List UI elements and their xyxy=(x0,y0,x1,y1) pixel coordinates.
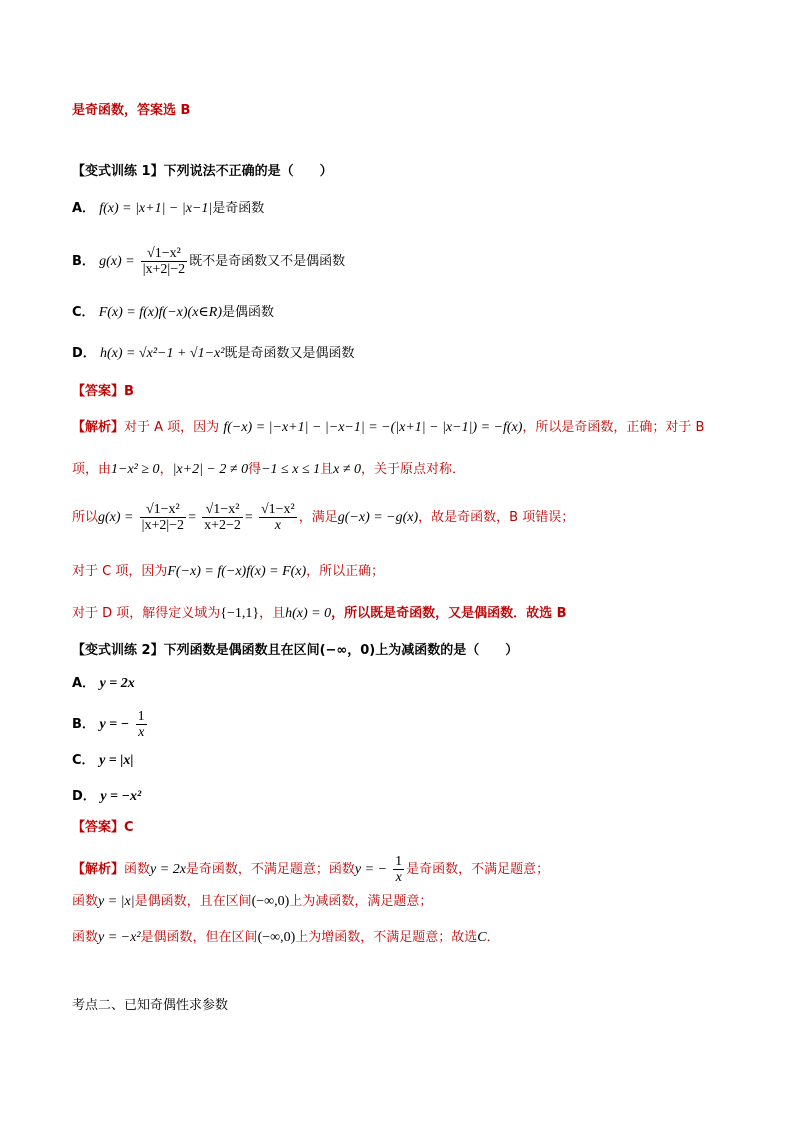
v1-a-label: A． xyxy=(72,201,96,216)
v2-analysis-line2 xyxy=(72,893,432,911)
v2-b-fraction xyxy=(136,709,147,740)
v2-analysis-1f: y = 2x xyxy=(150,862,186,877)
v2-analysis-1c: 是奇函数，不满足题意； xyxy=(406,862,550,877)
v1-analysis-2sep: ， xyxy=(159,462,173,477)
v2-b-lhs: y = − xyxy=(99,717,130,732)
v1-answer: 【答案】B xyxy=(72,384,134,399)
v2-analysis-3f: y = −x² xyxy=(98,930,141,945)
v1-analysis-2f2: |x+2| − 2 ≠ 0 xyxy=(172,462,249,477)
v1-c-text: 是偶函数 xyxy=(221,305,274,320)
v2-analysis-2f: y = |x| xyxy=(98,894,135,909)
v2-title: 【变式训练 2】下列函数是偶函数且在区间(−∞，0)上为减函数的是（ ） xyxy=(72,643,519,658)
v2-analysis-line1 xyxy=(72,854,549,885)
v2-option-c xyxy=(72,752,133,770)
v1-d-text: 既是奇函数又是偶函数 xyxy=(224,346,355,361)
v1-a-text: 是奇函数 xyxy=(212,201,265,216)
v1-analysis-3d1: |x+2|−2 xyxy=(141,518,185,533)
v1-analysis-1f: f(−x) = |−x+1| − |−x−1| = −(|x+1| − |x−1|) = −f(x) xyxy=(223,420,523,435)
v1-analysis-2c: 且 xyxy=(320,462,334,477)
v2-b-num: 1 xyxy=(137,709,145,724)
v2-answer: 【答案】C xyxy=(72,820,134,835)
v1-analysis-4f: F(−x) = f(−x)f(x) = F(x) xyxy=(167,564,307,579)
v2-a-formula: y = 2x xyxy=(99,676,135,691)
v1-analysis-5f2: h(x) = 0 xyxy=(285,606,332,621)
v1-analysis-line3 xyxy=(72,502,574,533)
v2-b-label: B． xyxy=(72,717,95,732)
v1-option-b xyxy=(72,246,345,277)
v1-analysis-3lhs: g(x) = xyxy=(98,510,134,525)
v2-d-label: D． xyxy=(72,789,96,804)
v2-analysis-1a: 函数 xyxy=(124,862,151,877)
v1-analysis-3a: 所以 xyxy=(72,510,99,525)
v1-analysis-eq2: = xyxy=(244,510,253,525)
v2-analysis-3b: 是偶函数，但在区间 xyxy=(140,930,258,945)
v1-option-c xyxy=(72,304,274,322)
v1-analysis-2f3: −1 ≤ x ≤ 1 xyxy=(261,462,321,477)
v1-option-d xyxy=(72,345,354,363)
v1-analysis-3n2: √1−x² xyxy=(202,502,243,518)
v2-analysis-label: 【解析】 xyxy=(72,862,125,877)
v2-analysis-frac xyxy=(393,854,404,885)
v1-analysis-3b: ，满足 xyxy=(298,510,338,525)
v1-analysis-eq1: = xyxy=(188,510,196,525)
section-title: 考点二、已知奇偶性求参数 xyxy=(72,998,229,1013)
v2-analysis-3c: 上为增函数，不满足题意；故选 xyxy=(295,930,478,945)
v1-analysis-3d2: x+2−2 xyxy=(204,518,241,533)
v1-option-a xyxy=(72,200,264,218)
v1-analysis-line2 xyxy=(72,461,465,479)
v1-analysis-3n3: √1−x² xyxy=(260,502,295,517)
v1-analysis-4a: 对于 C 项，因为 xyxy=(72,564,168,579)
v1-analysis-3d3: x xyxy=(274,518,281,533)
v2-analysis-2a: 函数 xyxy=(72,894,99,909)
v1-analysis-5c: ，所以既是奇函数，又是偶函数．故选 B xyxy=(331,606,567,621)
v1-analysis-frac3 xyxy=(259,502,297,533)
v1-b-den: |x+2|−2 xyxy=(142,262,186,277)
v1-b-fraction xyxy=(141,246,187,277)
v1-analysis-3f: g(−x) = −g(x) xyxy=(337,510,419,525)
v2-option-d xyxy=(72,788,141,806)
v1-analysis-4b: ，所以正确； xyxy=(306,564,385,579)
v1-b-label: B． xyxy=(72,254,95,269)
v2-analysis-3d: ． xyxy=(486,930,500,945)
v1-analysis-2b: 得 xyxy=(248,462,262,477)
line-top: 是奇函数，答案选 B xyxy=(72,103,191,118)
v2-analysis-1den: x xyxy=(395,870,402,885)
v1-b-text: 既不是奇函数又不是偶函数 xyxy=(189,254,346,269)
v2-analysis-2c: 上为减函数，满足题意； xyxy=(289,894,433,909)
v2-analysis-line3 xyxy=(72,929,500,947)
v1-analysis-2d: ，关于原点对称． xyxy=(361,462,466,477)
v2-option-b xyxy=(72,709,149,740)
v1-analysis-frac2 xyxy=(202,502,243,533)
v2-analysis-3f3: C xyxy=(477,930,487,945)
v2-analysis-3f2: (−∞,0) xyxy=(257,930,296,945)
v2-option-a xyxy=(72,675,135,693)
v2-analysis-1num: 1 xyxy=(395,854,403,869)
v1-a-formula: f(x) = |x+1| − |x−1| xyxy=(99,201,213,216)
v1-d-label: D． xyxy=(72,346,96,361)
v2-a-label: A． xyxy=(72,676,96,691)
v1-analysis-line5 xyxy=(72,605,567,623)
v2-c-formula: y = |x| xyxy=(99,753,134,768)
v2-d-formula: y = −x² xyxy=(100,789,142,804)
v2-analysis-2f2: (−∞,0) xyxy=(251,894,290,909)
v1-analysis-label: 【解析】 xyxy=(72,420,125,435)
v1-analysis-3c: ，故是奇函数，B 项错误； xyxy=(418,510,575,525)
v1-analysis-2f1: 1−x² ≥ 0 xyxy=(111,462,160,477)
v1-analysis-5f: {−1,1} xyxy=(220,606,260,621)
v2-c-label: C． xyxy=(72,753,95,768)
v1-b-lhs: g(x) = xyxy=(99,254,135,269)
v1-analysis-1b: ，所以是奇函数，正确；对于 B xyxy=(522,420,705,435)
v2-analysis-3a: 函数 xyxy=(72,930,99,945)
v1-analysis-2f4: x ≠ 0 xyxy=(333,462,362,477)
v1-analysis-1a: 对于 A 项，因为 xyxy=(124,420,220,435)
v2-b-den: x xyxy=(138,725,145,740)
v1-analysis-2a: 项，由 xyxy=(72,462,112,477)
v1-analysis-frac1 xyxy=(140,502,186,533)
v1-title: 【变式训练 1】下列说法不正确的是（ ） xyxy=(72,164,333,179)
v1-c-formula: F(x) = f(x)f(−x)(x∈R) xyxy=(98,305,222,320)
v2-analysis-1lhs: y = − xyxy=(354,862,388,877)
v1-b-num: √1−x² xyxy=(141,246,187,262)
v1-analysis-5b: ，且 xyxy=(259,606,286,621)
v1-analysis-5a: 对于 D 项，解得定义域为 xyxy=(72,606,221,621)
v1-c-label: C． xyxy=(72,305,95,320)
v1-analysis-line1 xyxy=(72,419,704,437)
v1-analysis-3n1: √1−x² xyxy=(140,502,186,518)
v1-analysis-line4 xyxy=(72,563,384,581)
v1-d-formula: h(x) = √x²−1 + √1−x² xyxy=(99,346,225,361)
v2-analysis-2b: 是偶函数，且在区间 xyxy=(134,894,252,909)
v2-analysis-1b: 是奇函数，不满足题意；函数 xyxy=(185,862,355,877)
